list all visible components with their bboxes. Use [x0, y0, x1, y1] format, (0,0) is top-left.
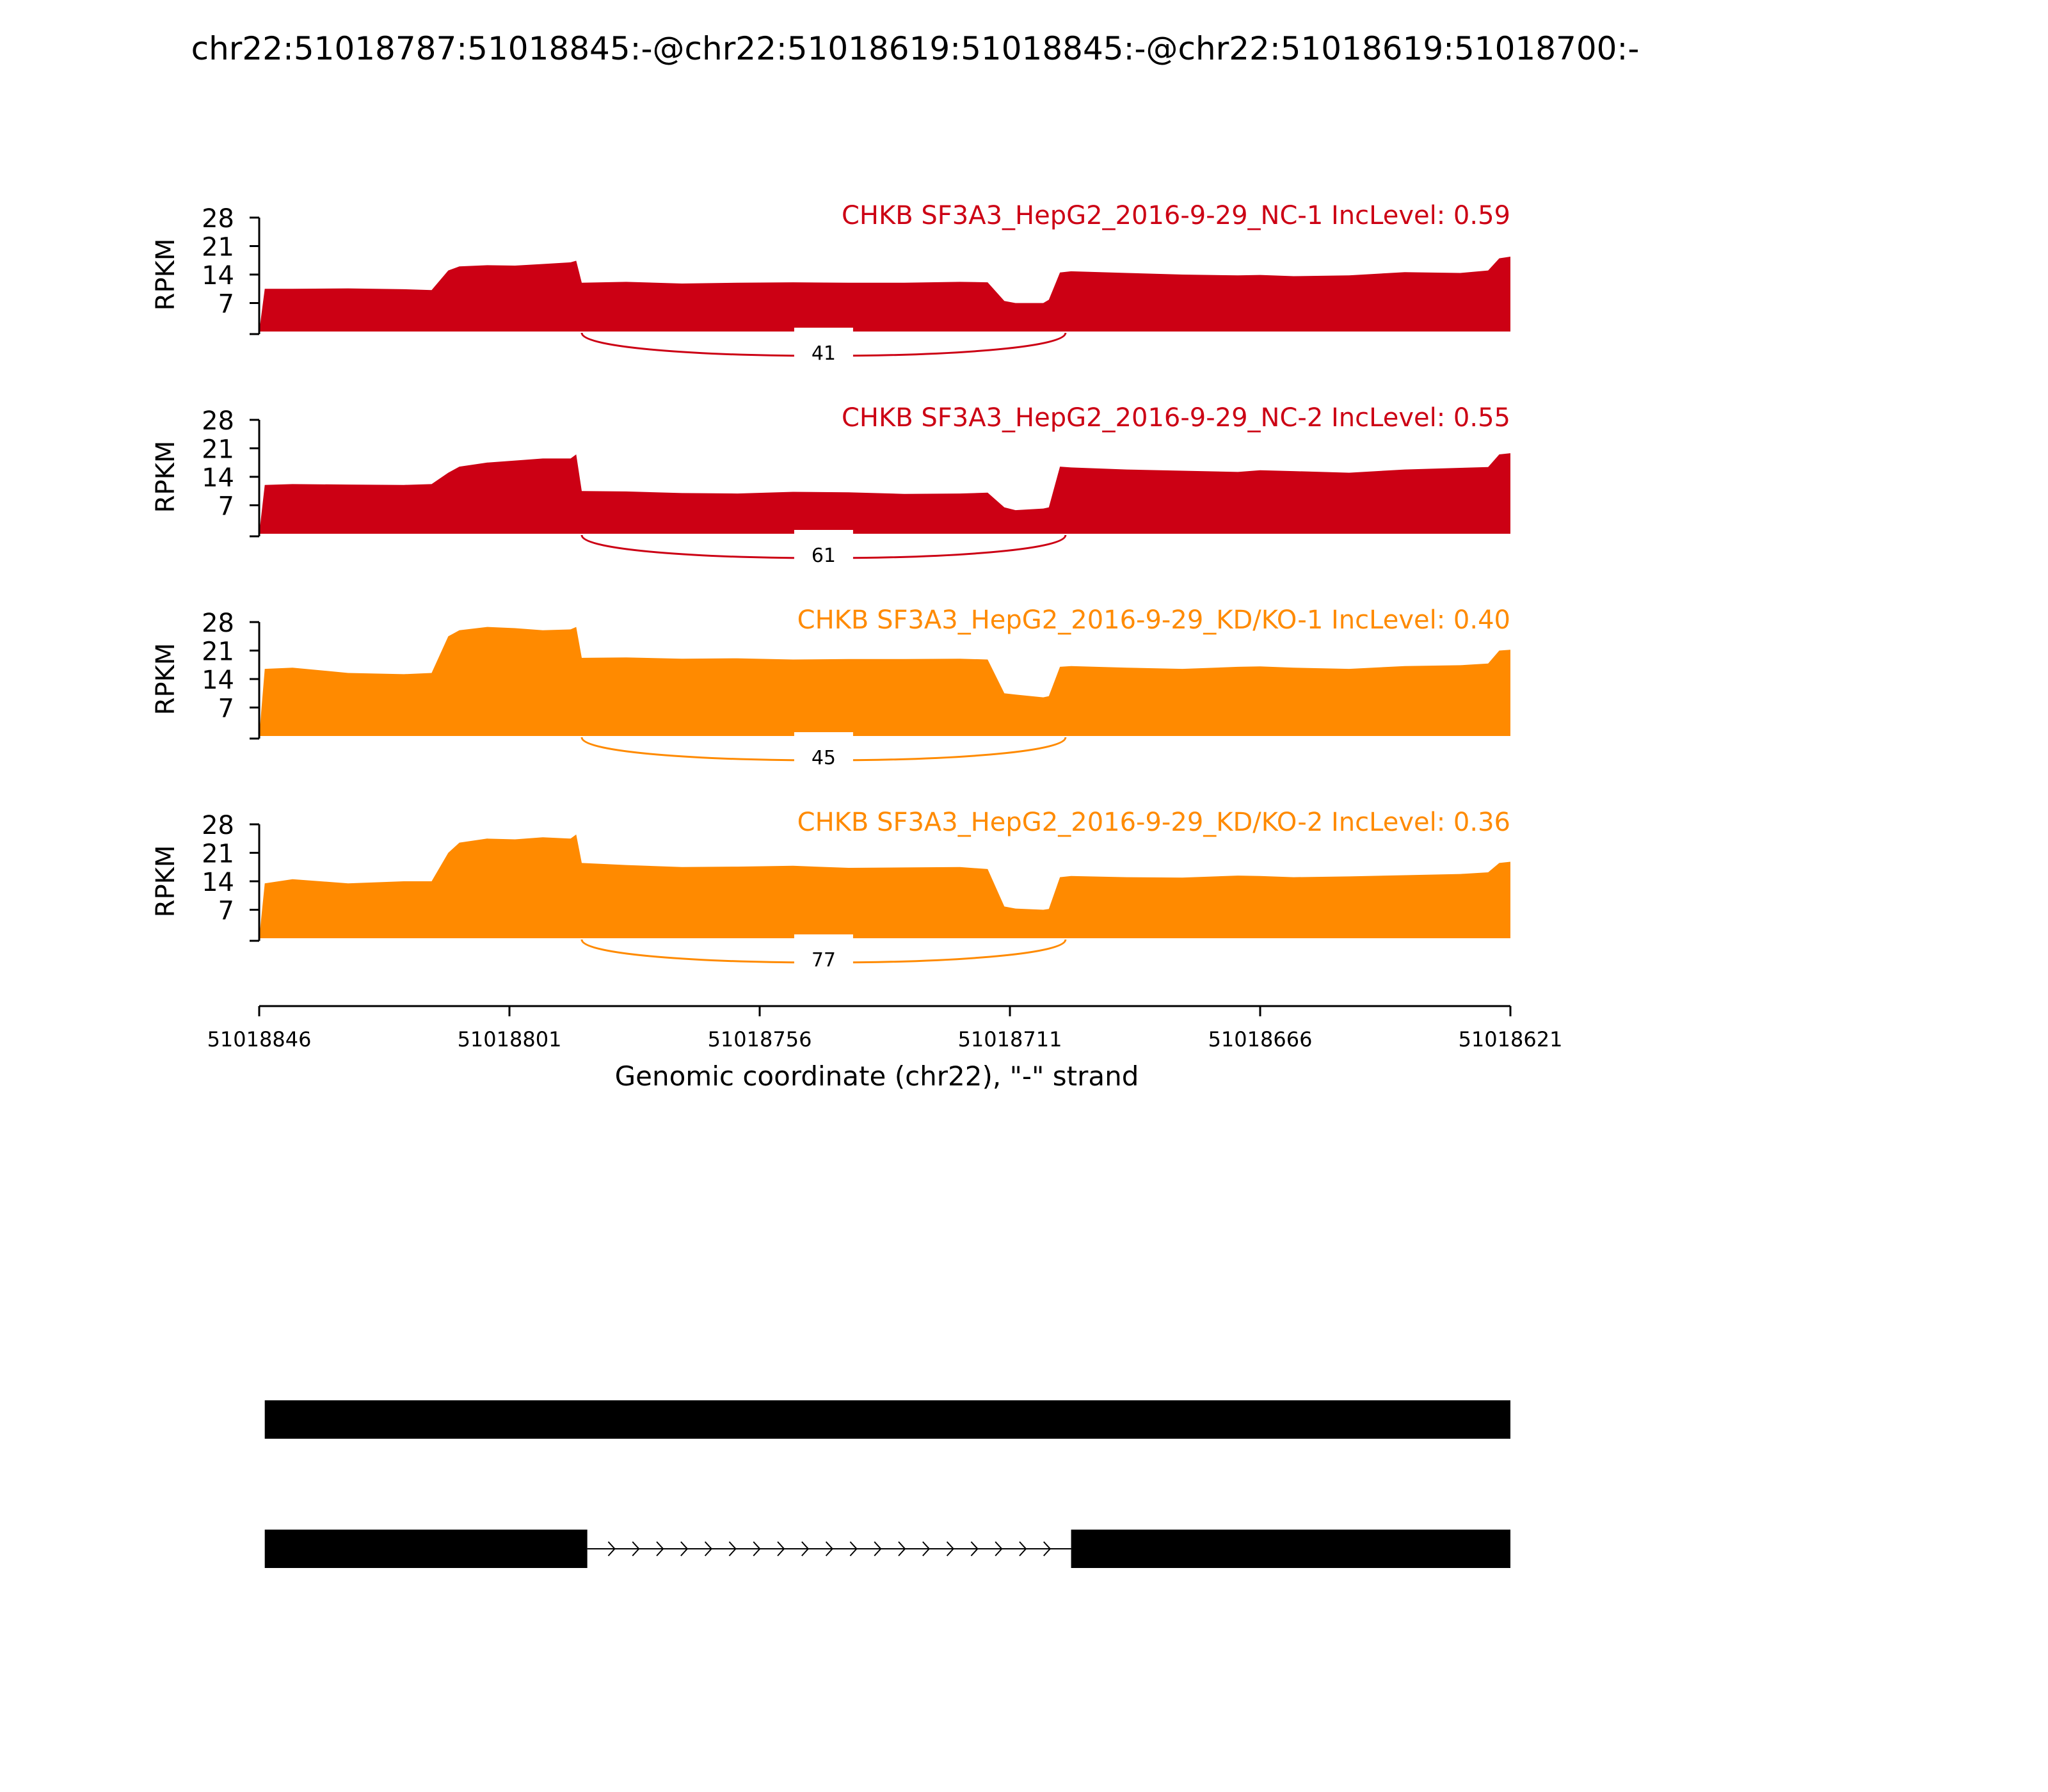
y-tick-label: 28	[202, 406, 234, 436]
y-axis-label: RPKM	[151, 643, 180, 716]
x-tick-label: 51018711	[957, 1027, 1062, 1052]
y-tick-label: 7	[218, 694, 234, 724]
exon-block	[1071, 1530, 1510, 1568]
y-tick-label: 14	[202, 463, 234, 493]
coverage-panel-4	[151, 808, 1510, 973]
y-tick-label: 21	[202, 637, 234, 667]
coverage-panel-3	[151, 605, 1510, 771]
x-tick-label: 51018801	[457, 1027, 562, 1052]
isoform-inclusion	[265, 1400, 1510, 1439]
sample-title: CHKB SF3A3_HepG2_2016-9-29_KD/KO-1 IncLevel: 0.40	[797, 605, 1510, 635]
coverage-area	[259, 257, 1510, 332]
y-tick-label: 28	[202, 204, 234, 234]
coverage-area	[259, 835, 1510, 938]
junction-count: 77	[811, 949, 836, 972]
y-tick-label: 21	[202, 435, 234, 465]
x-tick-label: 51018846	[207, 1027, 312, 1052]
x-axis-label: Genomic coordinate (chr22), "-" strand	[614, 1060, 1139, 1092]
coverage-area	[259, 627, 1510, 736]
x-tick-label: 51018756	[707, 1027, 812, 1052]
x-tick-label: 51018666	[1208, 1027, 1313, 1052]
x-axis	[207, 1006, 1563, 1052]
x-tick-label: 51018621	[1458, 1027, 1563, 1052]
y-axis-label: RPKM	[151, 238, 180, 311]
y-tick-label: 21	[202, 232, 234, 262]
exon-block	[265, 1400, 1510, 1439]
sample-title: CHKB SF3A3_HepG2_2016-9-29_KD/KO-2 IncLevel: 0.36	[797, 808, 1510, 837]
coverage-area	[259, 453, 1510, 534]
y-tick-label: 7	[218, 896, 234, 926]
figure-title: chr22:51018787:51018845:-@chr22:51018619:51018845:-@chr22:51018619:51018700:-	[191, 30, 1640, 67]
y-tick-label: 14	[202, 868, 234, 897]
junction-count: 61	[811, 545, 836, 567]
coverage-panel-2	[151, 403, 1510, 568]
junction-count: 45	[811, 747, 836, 769]
isoform-skipping	[265, 1530, 1510, 1568]
y-tick-label: 28	[202, 609, 234, 638]
gene-model	[265, 1400, 1510, 1568]
y-tick-label: 28	[202, 811, 234, 840]
junction-count: 41	[811, 342, 836, 365]
coverage-panels	[151, 201, 1510, 973]
y-axis-label: RPKM	[151, 845, 180, 918]
sample-title: CHKB SF3A3_HepG2_2016-9-29_NC-1 IncLevel: 0.59	[841, 201, 1510, 230]
sample-title: CHKB SF3A3_HepG2_2016-9-29_NC-2 IncLevel: 0.55	[841, 403, 1510, 433]
y-tick-label: 21	[202, 839, 234, 869]
y-tick-label: 7	[218, 289, 234, 319]
y-tick-label: 14	[202, 261, 234, 291]
coverage-panel-1	[151, 201, 1510, 366]
exon-block	[265, 1530, 588, 1568]
y-axis-label: RPKM	[151, 440, 180, 513]
y-tick-label: 7	[218, 492, 234, 522]
y-tick-label: 14	[202, 666, 234, 695]
